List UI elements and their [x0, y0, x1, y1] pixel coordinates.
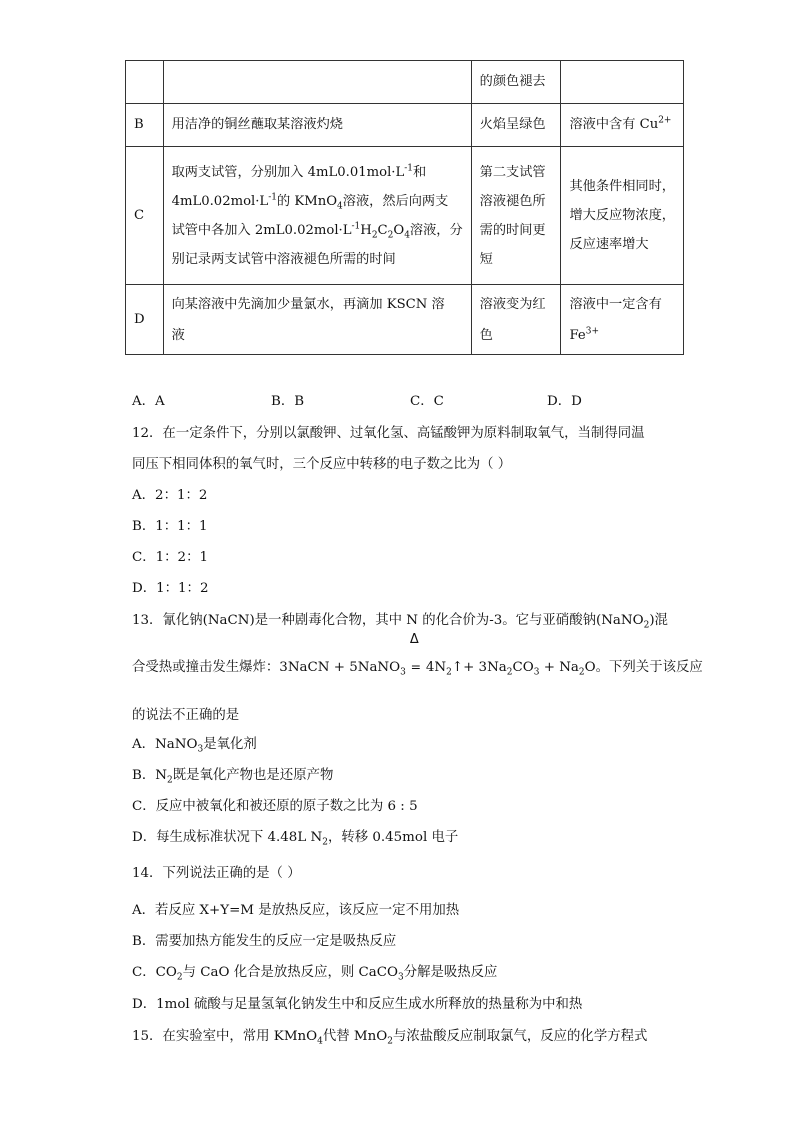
equals-sign: =: [410, 659, 422, 674]
cell-phenomenon: [471, 285, 561, 355]
operation-line-2: 液: [171, 327, 185, 343]
q13-equation-line: 合受热或撞击发生爆炸：3NaCN + 5NaNO$_3$ Δ = $4N_2↑+ 3Na_2CO_3 + Na_2O$。下列关于该反应: [132, 632, 703, 678]
q12-option-b: B．1：1：1: [132, 519, 208, 534]
experiment-table: [125, 60, 684, 355]
cell-operation: [163, 147, 471, 285]
q14-option-a: A．若反应 X+Y=M 是放热反应，该反应一定不用加热: [132, 903, 460, 918]
cell-phenomenon: 火焰呈绿色: [471, 104, 561, 147]
cell-id-empty: [126, 61, 164, 104]
phenomenon-line: 溶液褪色所: [479, 193, 546, 209]
phenomenon-line: 需的时间更: [479, 222, 546, 238]
charge-superscript: 2+: [658, 116, 672, 126]
delta-symbol: Δ: [409, 632, 419, 647]
table-row-c: [126, 147, 684, 285]
phenomenon-line: 溶液变为红: [479, 296, 546, 312]
q12-stem-line-2: 同压下相同体积的氧气时，三个反应中转移的电子数之比为（ ）: [132, 457, 512, 472]
q12-option-a: A．2：1：2: [132, 488, 208, 503]
operation-line-3: 试管中各加入 $2mL0.02mol\cdot L^{-1}H_2C_2O_4$溶液，分: [171, 221, 463, 241]
phenomenon-text: 的颜色褪去: [479, 74, 546, 90]
q14-option-c: C．$CO_2$与 CaO 化合是放热反应，则 CaCO$_3$分解是吸热反应: [132, 965, 498, 983]
conclusion-line: 其他条件相同时，: [569, 179, 675, 194]
cell-operation: 用洁净的铜丝蘸取某溶液灼烧: [163, 104, 471, 147]
operation-line-1: 向某溶液中先滴加少量氯水，再滴加 KSCN 溶: [171, 296, 445, 312]
cell-phenomenon: [471, 61, 561, 104]
operation-line-1: 取两支试管，分别加入 $4mL0.01mol\cdot L^{-1}$和: [171, 163, 427, 180]
q14-option-d: D．1mol 硫酸与足量氢氧化钠发生中和反应生成水所释放的热量称为中和热: [132, 997, 583, 1012]
q11-option-c: C．C: [410, 394, 444, 409]
q14-stem: 14．下列说法正确的是（ ）: [132, 866, 301, 881]
q13-stem-line-1: 13．氰化钠(NaCN)是一种剧毒化合物，其中 N 的化合价为-3。它与亚硝酸钠(NaNO$_2$)混: [132, 613, 668, 631]
q13-option-a: A．NaNO$_3$是氧化剂: [132, 737, 257, 755]
operation-line-2: $4mL0.02mol\cdot L^{-1}$的 KMnO$_4$溶液，然后向两支: [171, 192, 449, 212]
phenomenon-line: 色: [479, 327, 493, 343]
q13-stem-line-3: 的说法不正确的是: [132, 708, 240, 723]
table-row-continued: [126, 61, 684, 104]
q14-option-b: B．需要加热方能发生的反应一定是吸热反应: [132, 934, 397, 949]
heat-condition-sign: [406, 632, 426, 674]
q11-option-a: A．A: [132, 394, 165, 409]
conclusion-line: 溶液中一定含有: [569, 296, 662, 312]
table-row-d: [126, 285, 684, 355]
q11-option-b: B．B: [271, 394, 305, 409]
q11-option-d: D．D: [547, 394, 582, 409]
cell-conclusion: [561, 104, 684, 147]
cell-id: B: [126, 104, 164, 147]
conclusion-line: 增大反应物浓度，: [569, 208, 675, 223]
cell-phenomenon: [471, 147, 561, 285]
q15-stem: 15．在实验室中，常用 KMnO$_4$代替 MnO$_2$与浓盐酸反应制取氯气，反应的化学方程式: [132, 1029, 648, 1047]
cell-conclusion: [561, 285, 684, 355]
conclusion-text: 溶液中含有 Cu: [569, 117, 659, 133]
cell-conclusion-empty: [561, 61, 684, 104]
phenomenon-line: 第二支试管: [479, 164, 546, 180]
q13-option-c: C．反应中被氧化和被还原的原子数之比为 6 : 5: [132, 799, 418, 814]
phenomenon-line: 短: [479, 251, 493, 267]
cell-operation: [163, 285, 471, 355]
cell-conclusion: [561, 147, 684, 285]
cell-id: C: [126, 147, 164, 285]
q12-stem-line-1: 12．在一定条件下，分别以氯酸钾、过氧化氢、高锰酸钾为原料制取氧气，当制得同温: [132, 426, 645, 441]
operation-line-4: 别记录两支试管中溶液褪色所需的时间: [171, 251, 396, 267]
q12-option-d: D．1：1：2: [132, 581, 209, 596]
q13-option-b: B．$N_2$既是氧化产物也是还原产物: [132, 768, 334, 786]
cell-id: D: [126, 285, 164, 355]
cell-operation-empty: [163, 61, 471, 104]
q13-option-d: D．每生成标准状况下 4.48L $N_2$，转移 0.45mol 电子: [132, 830, 459, 848]
conclusion-line: 反应速率增大: [569, 237, 649, 252]
conclusion-line: $Fe^{3+}$: [569, 326, 599, 343]
table-row-b: [126, 104, 684, 147]
q12-option-c: C．1：2：1: [132, 550, 208, 565]
